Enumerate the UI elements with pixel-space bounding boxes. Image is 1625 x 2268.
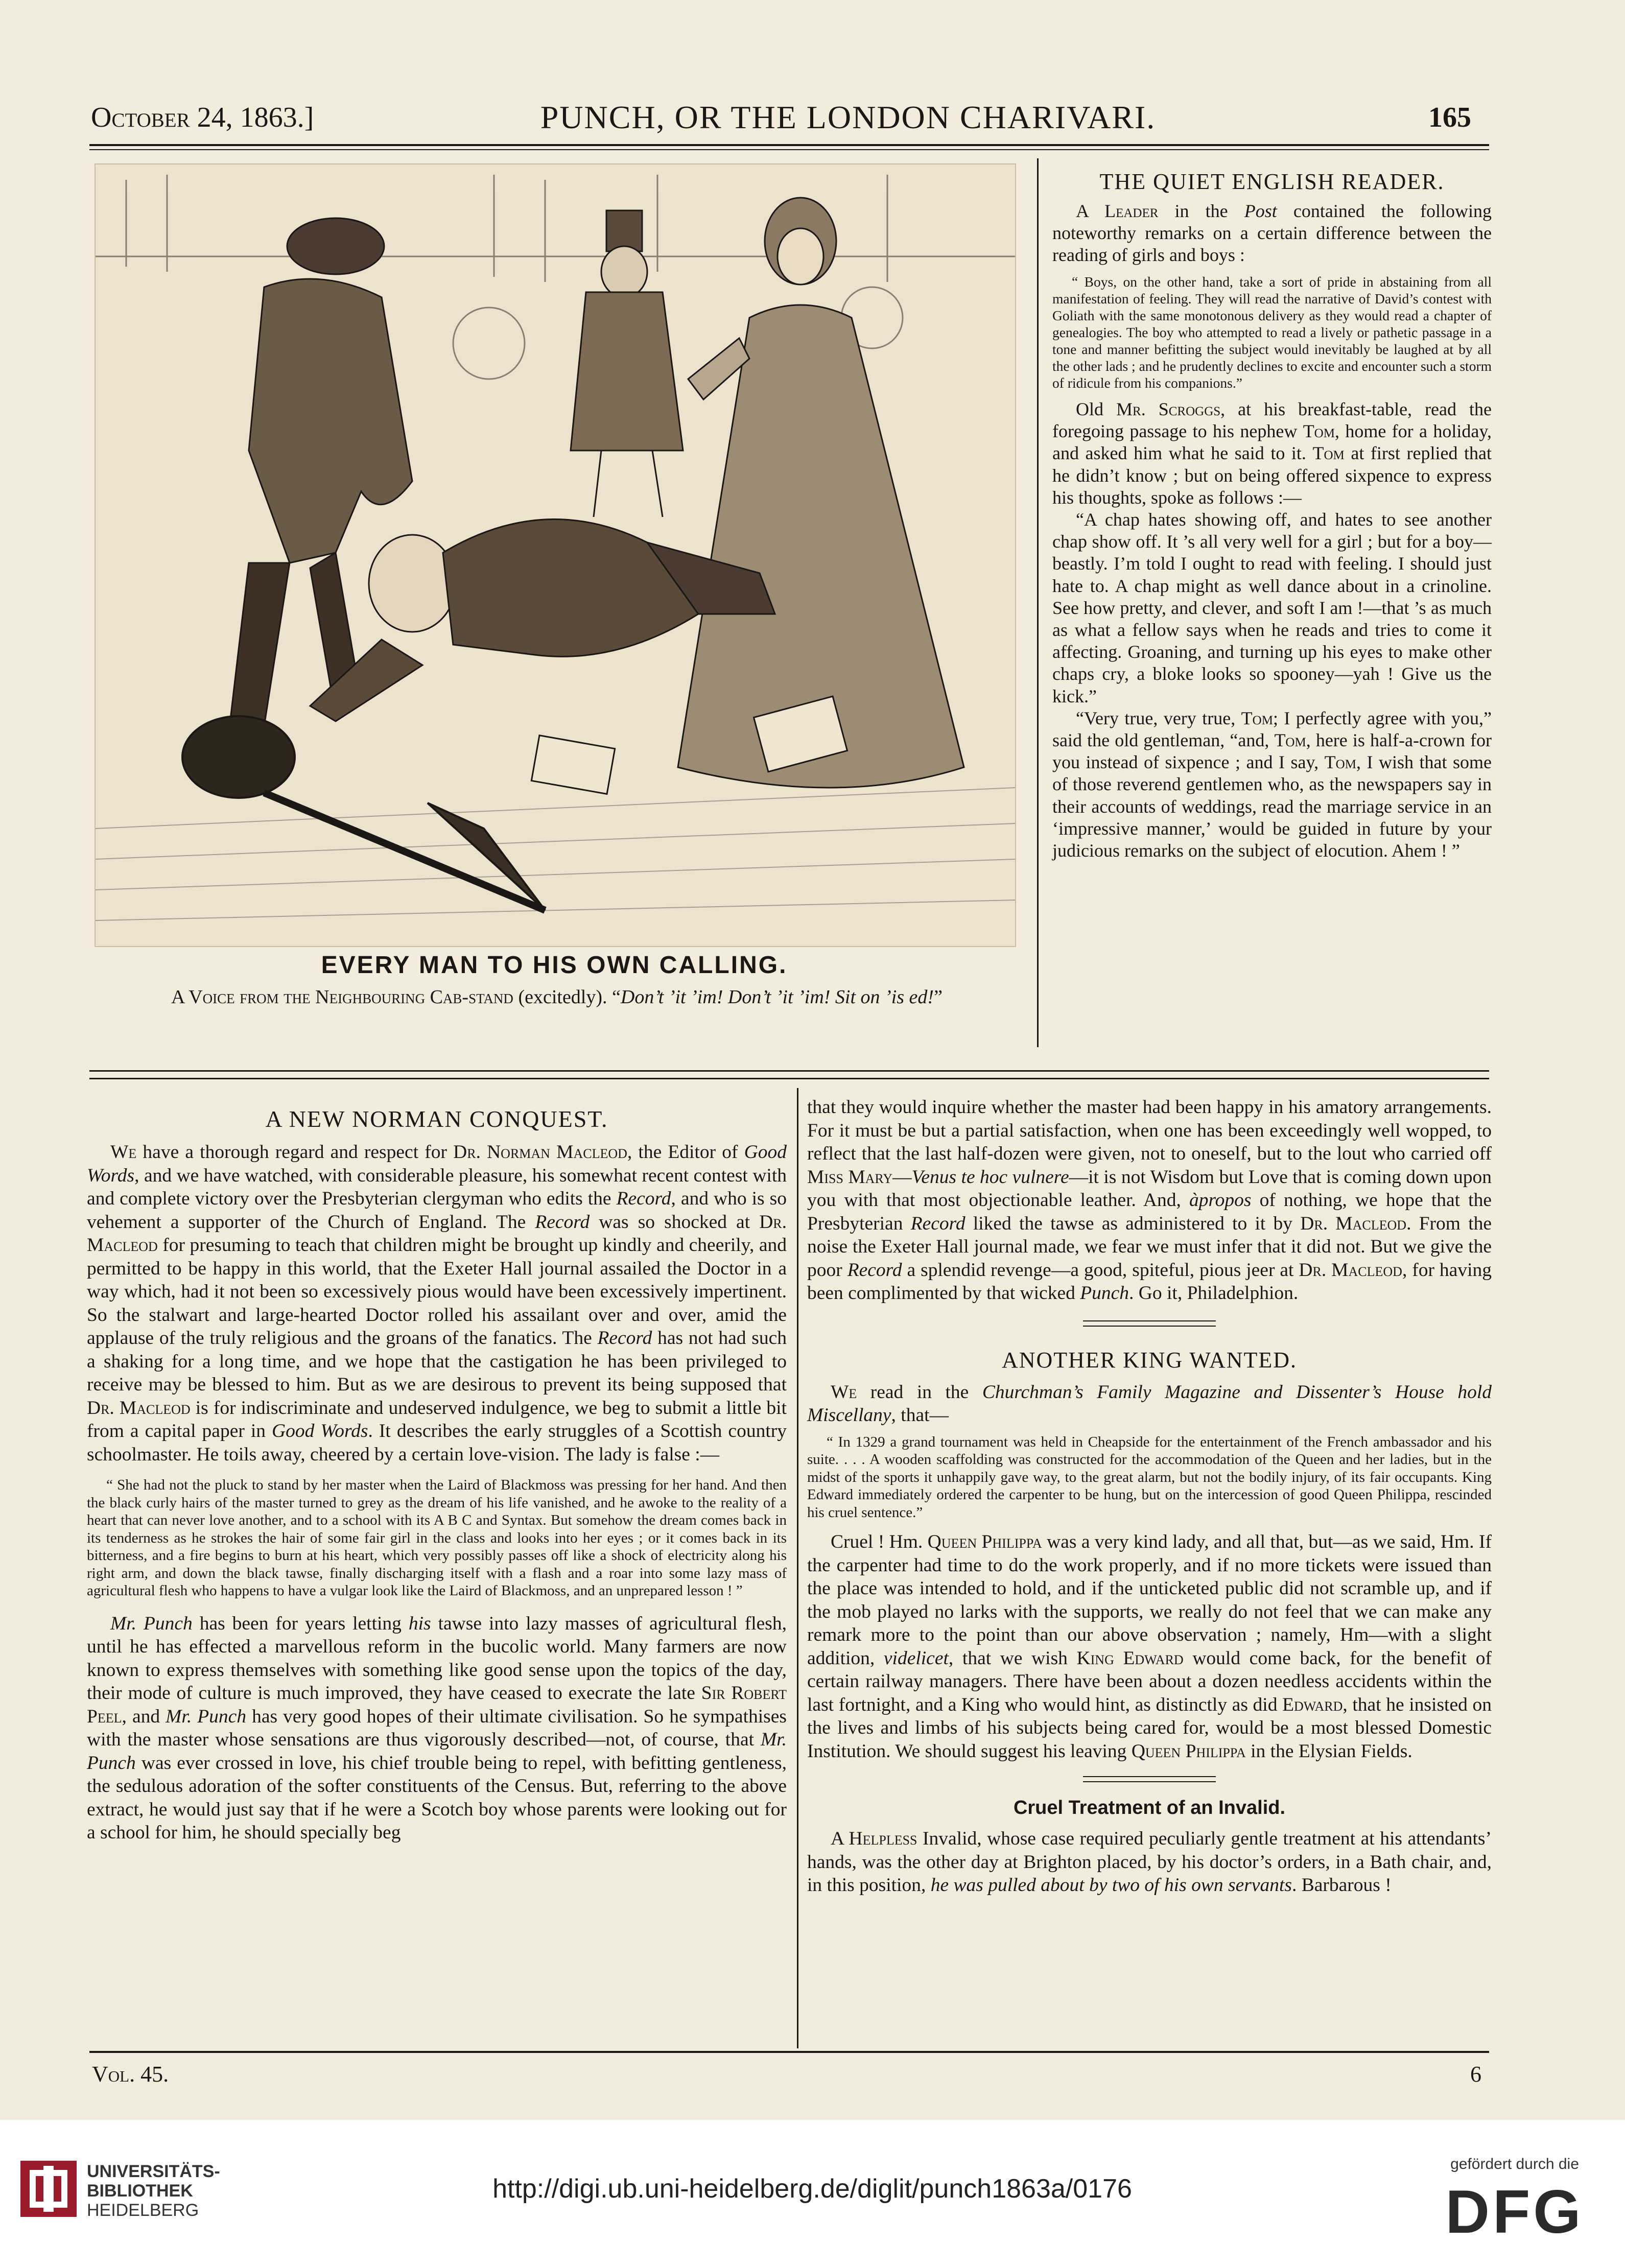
king-quote-text: “ In 1329 a grand tournament was held in Cheapside for the entertainment of the French ambassador and his suite. . . . A wooden scaffolding was constructed for the accommodation of the Queen and her ladies, but in the midst of the sports it unhappily gave way, to the great alarm, but not the bodily injury, of its fair occupants. King Edward immediately ordered the carpenter to be hung, but on the intercession of good Queen Philippa, rescinded his cruel sentence.” [807,1433,1492,1521]
text-run: Dr. Norman Macleod [453,1142,627,1163]
text-run: Queen Philippa [927,1531,1042,1552]
cartoon-caption [117,985,996,1009]
masthead: PUNCH, OR THE LONDON CHARIVARI. [540,99,1156,135]
cartoon-title: EVERY MAN TO HIS OWN CALLING. [321,952,788,979]
text-run: àpropos [1189,1190,1252,1211]
cartoon-drawing [96,164,1015,946]
text-run: has not had such a shaking for a long time, and we hope that the castigation he has been privileged to receive may be blessed to him. But as we are desirous to prevent its being supposed that [87,1328,787,1395]
footer-rule [89,2051,1489,2053]
short-divider-2 [1083,1776,1216,1782]
text-run: Edward [1282,1694,1343,1715]
text-run: Venus te hoc vulnere [911,1166,1069,1188]
text-run: Mr. Punch [166,1706,247,1727]
text-run: Queen Philippa [1131,1740,1246,1762]
text-run: in the [1158,201,1244,221]
text-run: A Leader [1076,201,1159,221]
text-run: Mr. Scroggs [1116,399,1221,419]
page-number: 165 [1428,102,1471,133]
library-name [87,2162,220,2220]
quiet-reader-paragraph-2 [1052,509,1492,707]
norman-conquest-quote [87,1476,787,1600]
university-logo-icon [20,2161,77,2217]
permalink-url[interactable]: http://digi.ub.uni-heidelberg.de/diglit/punch1863a/0176 [492,2174,1132,2204]
invalid-paragraph-1 [807,1827,1492,1897]
king-body [807,1530,1492,1763]
text-run: Record [847,1259,902,1281]
quiet-reader-intro-paragraph [1052,200,1492,266]
cartoon-illustration [95,163,1016,947]
quiet-reader-body [1052,398,1492,862]
text-run: is for indiscriminate and undeserved indulgence, we beg to submit a little bit from a capital paper in [87,1397,787,1442]
text-run: Good Words [87,1142,787,1186]
text-run: Tom [1274,730,1306,751]
text-run: at first replied that he didn’t know ; but on being offered sixpence to express his thoughts, spoke as follows :— [1052,443,1492,508]
viewer-footer [0,2120,1625,2268]
text-run: Sir Robert Peel [87,1683,787,1727]
norman-conquest-quote-text: “ She had not the pluck to stand by her master when the Laird of Blackmoss was pressing for her hand. And then the black curly hairs of the master turned to grey as the dream of his life vanished, and he awoke to the reality of a heart that can never love another, and to a school with its A B C and Syntax. But somehow the dream comes back in its tenderness as he strokes the hair of some fair girl in the class and looks into her eyes ; or it comes back in its bitterness, and a fire begins to burn at his heart, which very possibly passes off like a shock of electricity along his right arm, and down the black tawse, finally discharging itself with a flash and a roar into some lazy mass of agricultural flesh who happens to have a vulgar look like the Laird of Blackmoss, and an unprepared lesson ! ” [87,1477,787,1599]
text-run: Tom [1241,707,1273,728]
text-run: Invalid, whose case required peculiarly gentle treatment at his attendants’ hands, was the other day at Brighton placed, by his doctor’s orders, in a Bath chair, and, in this position, [807,1828,1492,1896]
column-divider-bottom [797,1088,798,2048]
text-run: Miss Mary [807,1166,893,1188]
right-bottom-column [807,1096,1492,1897]
invalid-title: Cruel Treatment of an Invalid. [1013,1797,1286,1818]
text-run: We [110,1142,137,1163]
text-run: ; I perfectly agree with you,” said the old gentleman, “and, [1052,707,1492,751]
text-run: We [831,1381,857,1403]
norman-conquest-article [87,1106,787,1845]
norman-conquest-paragraph-1 [87,1141,787,1466]
text-run: Record [910,1213,965,1234]
text-run: was ever crossed in love, his chief trouble being to repel, with befitting gentleness, the sedulous adoration of the softer constituents of the Census. But, referring to the above extract, he would just say that if he were a Scotch boy whose parents were looking out for a school for him, he should specially beg [87,1752,787,1843]
caption-speaker: A Voice from the Neighbouring Cab-stand [171,986,513,1008]
king-intro [807,1381,1492,1427]
norman-conquest-body-2 [87,1612,787,1845]
text-run: Churchman’s Family Magazine and Dissenter’s House hold Miscellany [807,1381,1492,1426]
norman-conquest-continuation [807,1096,1492,1305]
quiet-reader-paragraph-3 [1052,707,1492,862]
text-run: . Barbarous ! [1292,1875,1392,1896]
library-name-line-1: UNIVERSITÄTS- [87,2162,220,2181]
king-intro-paragraph [807,1381,1492,1427]
text-run: —it is not Wisdom but Love that is coming down upon you with that most objectionable leather. And, [807,1166,1492,1211]
norman-conquest-paragraph-2 [87,1612,787,1845]
text-run: “Very true, very true, [1076,707,1241,728]
text-run: he was pulled about by two of his own servants [930,1875,1292,1896]
norman-conquest-title: A NEW NORMAN CONQUEST. [265,1106,608,1132]
norman-conquest-continued-paragraph [807,1096,1492,1305]
quiet-reader-quote-text: “ Boys, on the other hand, take a sort of pride in abstaining from all manifestation of feeling. They will read the narrative of David’s contest with Goliath with the same monotonous delivery as they would read a chapter of genealogies. The boy who attempted to read a lively or pathetic passage in a tone and manner befitting the subject would inevitably be laughed at by all the other lads ; and he prudently declines to excite and encounter such a storm of ridicule from his companions.” [1052,274,1492,391]
header-rule [89,144,1489,146]
library-name-line-2: BIBLIOTHEK [87,2181,193,2201]
dfg-logo: DFG [1445,2178,1584,2246]
text-run: , and we have watched, with considerable pleasure, his somewhat recent contest with and complete victory over the Presbyterian clergyman who edits the [87,1165,787,1209]
quiet-reader-paragraph-1 [1052,398,1492,509]
caption-aside: (excitedly). “ [513,986,621,1008]
column-divider-top [1037,158,1039,1047]
sponsor-text: gefördert durch die [1450,2156,1579,2172]
text-run: a splendid revenge—a good, spiteful, pious jeer at [902,1259,1299,1281]
text-run: was so shocked at [590,1211,760,1233]
text-run: have a thorough regard and respect for [136,1142,454,1163]
text-run: , I wish that some of those reverend gentlemen who, as the newspapers say in their accounts of weddings, read the marriage service in an ‘impressive manner,’ would be guided in future by your judicious remarks on the subject of elocution. Ahem ! ” [1052,752,1492,861]
text-run: Mr. Punch [87,1729,787,1774]
text-run: Record [535,1211,590,1233]
section-divider [89,1070,1489,1079]
text-run: King Edward [1076,1647,1184,1669]
text-run: Mr. Punch [110,1613,193,1634]
quiet-reader-quote [1052,273,1492,391]
text-run: . It describes the early struggles of a Scottish country schoolmaster. He toils away, cheered by a certain love-vision. The lady is false :— [87,1421,787,1465]
text-run: Dr. Macleod [1299,1259,1402,1281]
text-run: , for having been complimented by that wicked [807,1259,1492,1304]
king-quote [807,1433,1492,1522]
volume-label: Vol. 45. [92,2062,169,2087]
text-run: , the Editor of [627,1142,744,1163]
norman-conquest-body [87,1141,787,1466]
signature-mark: 6 [1470,2062,1481,2087]
text-run: has been for years letting [192,1613,409,1634]
text-run: Old [1076,399,1117,419]
text-run: liked the tawse as administered to it by [965,1213,1301,1234]
text-run: A Helpless [831,1828,917,1849]
text-run: Cruel ! Hm. [831,1531,928,1552]
text-run: videlicet [883,1647,949,1669]
invalid-body [807,1827,1492,1897]
short-divider-1 [1083,1320,1216,1327]
text-run: , home for a holiday, and asked him what he said to it. [1052,421,1492,464]
text-run: Dr. Macleod [1300,1213,1407,1234]
text-run: Record [616,1188,671,1209]
text-run: Tom [1324,752,1356,773]
text-run: of nothing, we hope that the Presbyterian [807,1190,1492,1234]
text-run: would come back, for the benefit of certain railway managers. There have been about a dozen needless accidents within the last fortnight, and a King who would hint, as distinctly as did [807,1647,1492,1715]
text-run: was a very kind lady, and all that, but—as we said, Hm. If the carpenter had time to do the work properly, and if no more tickets were issued than the place was intended to hold, and if the unticketed public did not scramble up, and if the mob played no larks with the supports, we really do not feel that we can make any remark more to the point than our above observation ; namely, Hm—with a slight addition, [807,1531,1492,1669]
text-run: , that he insisted on the lives and limbs of his subjects being cared for, would be a most blessed Domestic Institution. We should suggest his leaving [807,1694,1492,1762]
text-run: has very good hopes of their ultimate civilisation. So he sympathises with the master whose sensations are thus vigorously described—not, of course, that [87,1706,787,1750]
text-run: read in the [857,1381,982,1403]
text-run: , that— [891,1405,949,1426]
text-run: that they would inquire whether the master had been happy in his amatory arrangements. For it must be but a partial satisfaction, when one has been exceedingly well wopped, to reflect that the last half-dozen were given, not to oneself, but to the lout who carried off [807,1097,1492,1164]
king-paragraph-1 [807,1530,1492,1763]
text-run: contained the following noteworthy remarks on a certain difference between the reading of girls and boys : [1052,201,1492,265]
text-run: , and who is so vehement a supporter of the Church of England. The [87,1188,787,1233]
text-run: Dr. Macleod [87,1397,191,1419]
text-run: . Go it, Philadelphion. [1129,1283,1299,1304]
text-run: Tom [1312,443,1345,464]
text-run: , that we wish [948,1647,1077,1669]
text-run: his [408,1613,431,1634]
text-run: Record [597,1328,652,1349]
king-title: ANOTHER KING WANTED. [1001,1347,1298,1373]
issue-date: October 24, 1863.] [91,102,314,133]
library-name-line-3: HEIDELBERG [87,2201,199,2220]
text-run: , at his breakfast-table, read the foregoing passage to his nephew [1052,399,1492,442]
text-run: , and [122,1706,166,1727]
quiet-reader-article [1052,169,1492,862]
text-run: . From the noise the Exeter Hall journal made, we fear we must infer that it did not. But we give the poor [807,1213,1492,1281]
caption-quote: Don’t ’it ’im! Don’t ’it ’im! Sit on ’is ed! [620,986,934,1008]
text-run: “A chap hates showing off, and hates to see another chap show off. It ’s all very well for a girl ; but for a boy—beastly. I’m told I ought to read with feeling. I should just hate to. A chap might as well dance about in a crinoline. See how pretty, and clever, and soft I am !—that ’s as much as what a fellow says when he reads and tries to come it affecting. Groaning, and turning up his eyes to make other chaps cry, a bloke looks so spooney—yah ! Give us the kick.” [1052,509,1492,706]
text-run: , here is half-a-crown for you instead of sixpence ; and I say, [1052,730,1492,773]
text-run: in the Elysian Fields. [1245,1740,1412,1762]
text-run: Good Words [272,1421,368,1442]
quiet-reader-title: THE QUIET ENGLISH READER. [1099,169,1445,194]
text-run: — [892,1166,912,1188]
text-run: Punch [1080,1283,1129,1304]
text-run: tawse into lazy masses of agricultural flesh, until he has effected a marvellous reform in the bucolic world. Many farmers are now known to express themselves with something like good sense upon the topics of the day, their mode of culture is much improved, they have ceased to execrate the late [87,1613,787,1704]
text-run: Dr. Macleod [87,1211,787,1256]
header-rule-thin [89,149,1489,150]
text-run: Tom [1303,421,1335,442]
text-run: Post [1244,201,1277,221]
text-run: for presuming to teach that children might be brought up kindly and cheerily, and permitted to be happy in this world, that the Exeter Hall journal assailed the Doctor in a way which, had it not been so excessively pious would have been excessively impertinent. So the stalwart and large-hearted Doctor rolled his assailant over and over, amid the applause of the truly religious and the groans of the fanatics. The [87,1235,787,1349]
caption-close: ” [934,986,943,1008]
quiet-reader-intro [1052,200,1492,266]
